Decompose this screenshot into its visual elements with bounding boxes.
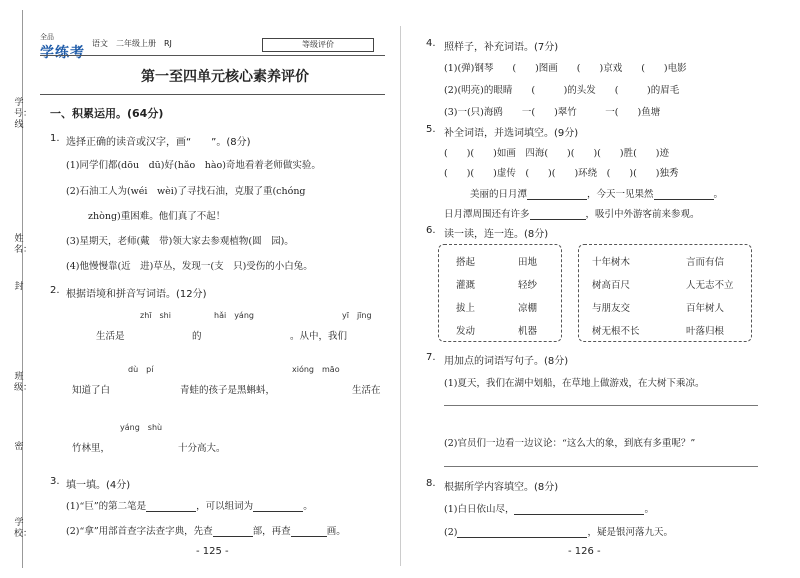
- match-left-a-2[interactable]: 灌溉: [456, 280, 476, 291]
- q5-prompt: 补全词语，并选词填空。(9分): [444, 128, 579, 139]
- match-right-b-4[interactable]: 叶落归根: [686, 326, 725, 337]
- match-right-a-3[interactable]: 与朋友交: [592, 303, 631, 314]
- q8-prompt: 根据所学内容填空。(8分): [444, 482, 559, 493]
- school-label: 学校：: [14, 518, 33, 539]
- name-label: 姓名：: [14, 234, 33, 255]
- pinyin-yangshu: yáng shù: [120, 423, 163, 432]
- q5-s2-b: ，吸引中外游客前来参观。: [585, 209, 700, 220]
- q3-item-2-b: 部，再查: [252, 526, 291, 537]
- match-right-a-1[interactable]: 十年树木: [592, 257, 631, 268]
- q5-sentence-2: [444, 206, 700, 220]
- logo-top-text: 全品: [40, 33, 54, 41]
- match-left-a-1[interactable]: 搭起: [456, 257, 476, 268]
- q1-item-3: (3)星期天，老师(戴 带)领大家去参观植物(圆 园)。: [66, 236, 294, 247]
- q6-prompt: 读一读，连一连。(8分): [444, 229, 549, 240]
- answer-blank[interactable]: [530, 209, 586, 220]
- match-left-a-3[interactable]: 拔上: [456, 303, 476, 314]
- secret-mark: 密: [14, 442, 24, 452]
- q3-item-1-a: (1)“巨”的第二笔是: [66, 501, 147, 512]
- q1-number: 1.: [50, 133, 60, 144]
- logo-main-text: 学练考: [40, 45, 85, 61]
- seal-mark: 封: [14, 282, 24, 292]
- q2-line1-b: 的: [192, 331, 202, 342]
- match-right-b-1[interactable]: 言而有信: [686, 257, 725, 268]
- match-right-b-2[interactable]: 人无志不立: [686, 280, 734, 291]
- pinyin-yijing: yī jīng: [342, 311, 372, 320]
- answer-blank[interactable]: [527, 189, 587, 200]
- q7-item-2: (2)官员们一边看一边议论：“这么大的象，到底有多重呢？”: [444, 438, 696, 449]
- match-left-a-4[interactable]: 发动: [456, 326, 476, 337]
- q8-item-1: [444, 501, 654, 515]
- q3-prompt: 填一填。(4分): [66, 480, 131, 491]
- q8-item-2: [444, 524, 673, 538]
- q2-prompt: 根据语境和拼音写词语。(12分): [66, 289, 207, 300]
- match-left-b-3[interactable]: 凉棚: [518, 303, 538, 314]
- page-divider: [400, 26, 401, 566]
- q3-number: 3.: [50, 476, 60, 487]
- match-right-a-2[interactable]: 树高百尺: [592, 280, 631, 291]
- q3-item-1-b: ，可以组词为: [196, 501, 254, 512]
- q3-item-1: [66, 498, 313, 512]
- match-left-b-2[interactable]: 轻纱: [518, 280, 538, 291]
- q2-line1-c: 。从中，我们: [290, 331, 348, 342]
- pinyin-zhishi: zhī shi: [140, 311, 171, 320]
- q3-item-2-c: 画。: [326, 526, 346, 537]
- q7-number: 7.: [426, 352, 436, 363]
- q4-row-2: (2)(明亮)的眼睛 ( )的头发 ( )的眉毛: [444, 85, 680, 96]
- q4-prompt: 照样子，补充词语。(7分): [444, 42, 559, 53]
- page-number-left: - 125 -: [196, 546, 229, 557]
- answer-blank[interactable]: [253, 501, 303, 512]
- q2-line2-a: 知道了白: [72, 385, 111, 396]
- grade-tag: 等级评价: [262, 38, 374, 52]
- q3-item-2: [66, 523, 346, 537]
- match-left-b-1[interactable]: 田地: [518, 257, 538, 268]
- writing-line[interactable]: [444, 466, 758, 467]
- q3-item-2-a: (2)“拿”用部首查字法查字典，先查: [66, 526, 213, 537]
- q2-line3-a: 竹林里，: [72, 443, 111, 454]
- q1-item-2: (2)石油工人为(wéi wèi)了寻找石油，克服了重(chóng: [66, 186, 306, 197]
- answer-blank[interactable]: [654, 189, 714, 200]
- q5-sentence-1: [470, 186, 723, 200]
- title-rule: [40, 94, 385, 95]
- q4-row-3: (3)一(只)海鸥 一( )翠竹 一( )鱼塘: [444, 107, 661, 118]
- q5-row-2: ( )( )虚传 ( )( )环绕 ( )( )独秀: [444, 168, 679, 179]
- q5-number: 5.: [426, 124, 436, 135]
- answer-blank[interactable]: [213, 526, 253, 537]
- q1-prompt: 选择正确的读音或汉字，画“ ”。(8分): [66, 137, 251, 148]
- page-title: 第一至四单元核心素养评价: [141, 69, 309, 85]
- q1-item-2-cont: zhòng)重困难。他们真了不起！: [88, 211, 226, 222]
- match-right-b-3[interactable]: 百年树人: [686, 303, 725, 314]
- match-right-a-4[interactable]: 树无根不长: [592, 326, 640, 337]
- q2-line3-b: 十分高大。: [178, 443, 226, 454]
- section-title: 一、积累运用。(64分): [50, 107, 164, 120]
- q3-item-1-c: 。: [303, 501, 313, 512]
- q8-number: 8.: [426, 478, 436, 489]
- q5-s1-a: 美丽的日月潭: [470, 189, 528, 200]
- book-meta: 语文 二年级上册 RJ: [92, 39, 172, 48]
- pinyin-xiongmao: xióng māo: [292, 365, 340, 374]
- answer-blank[interactable]: [146, 501, 196, 512]
- answer-blank[interactable]: [291, 526, 327, 537]
- answer-blank[interactable]: [514, 504, 644, 515]
- binding-margin: [8, 10, 33, 568]
- q8-item-2-b: ，疑是银河落九天。: [587, 527, 673, 538]
- page-number-right: - 126 -: [568, 546, 601, 557]
- q8-item-2-a: (2): [444, 527, 458, 538]
- q1-item-4: (4)他慢慢靠(近 进)草丛，发现一(支 只)受伤的小白兔。: [66, 261, 313, 272]
- pinyin-haiyang: hǎi yáng: [214, 311, 254, 320]
- q8-item-1-b: 。: [644, 504, 654, 515]
- match-left-b-4[interactable]: 机器: [518, 326, 538, 337]
- q2-line2-b: 青蛙的孩子是黑蝌蚪，: [180, 385, 276, 396]
- student-number-label: 学号：: [14, 98, 33, 119]
- q5-row-1: ( )( )如画 四海( )( )( )胜( )迹: [444, 148, 669, 159]
- q5-s1-b: ，今天一见果然: [587, 189, 654, 200]
- class-label: 班级：: [14, 372, 33, 393]
- q2-line1-a: 生活是: [96, 331, 125, 342]
- writing-line[interactable]: [444, 405, 758, 406]
- q2-number: 2.: [50, 285, 60, 296]
- q7-item-1: (1)夏天，我们在湖中划船，在草地上做游戏，在大树下乘凉。: [444, 378, 705, 389]
- q2-line2-c: 生活在: [352, 385, 381, 396]
- q4-number: 4.: [426, 38, 436, 49]
- q6-number: 6.: [426, 225, 436, 236]
- header-rule: [40, 55, 385, 56]
- q5-s1-c: 。: [713, 189, 724, 200]
- q5-s2-a: 日月潭周围还有许多: [444, 209, 530, 220]
- q7-prompt: 用加点的词语写句子。(8分): [444, 356, 569, 367]
- answer-blank[interactable]: [457, 527, 587, 538]
- seal-line-mark: 线: [14, 120, 24, 130]
- q4-row-1: (1)(弹)钢琴 ( )图画 ( )京戏 ( )电影: [444, 63, 687, 74]
- q8-item-1-a: (1)白日依山尽，: [444, 504, 515, 515]
- pinyin-dupi: dù pí: [128, 365, 154, 374]
- q1-item-1: (1)同学们都(dōu dū)好(hǎo hào)奇地看着老师做实验。: [66, 160, 321, 171]
